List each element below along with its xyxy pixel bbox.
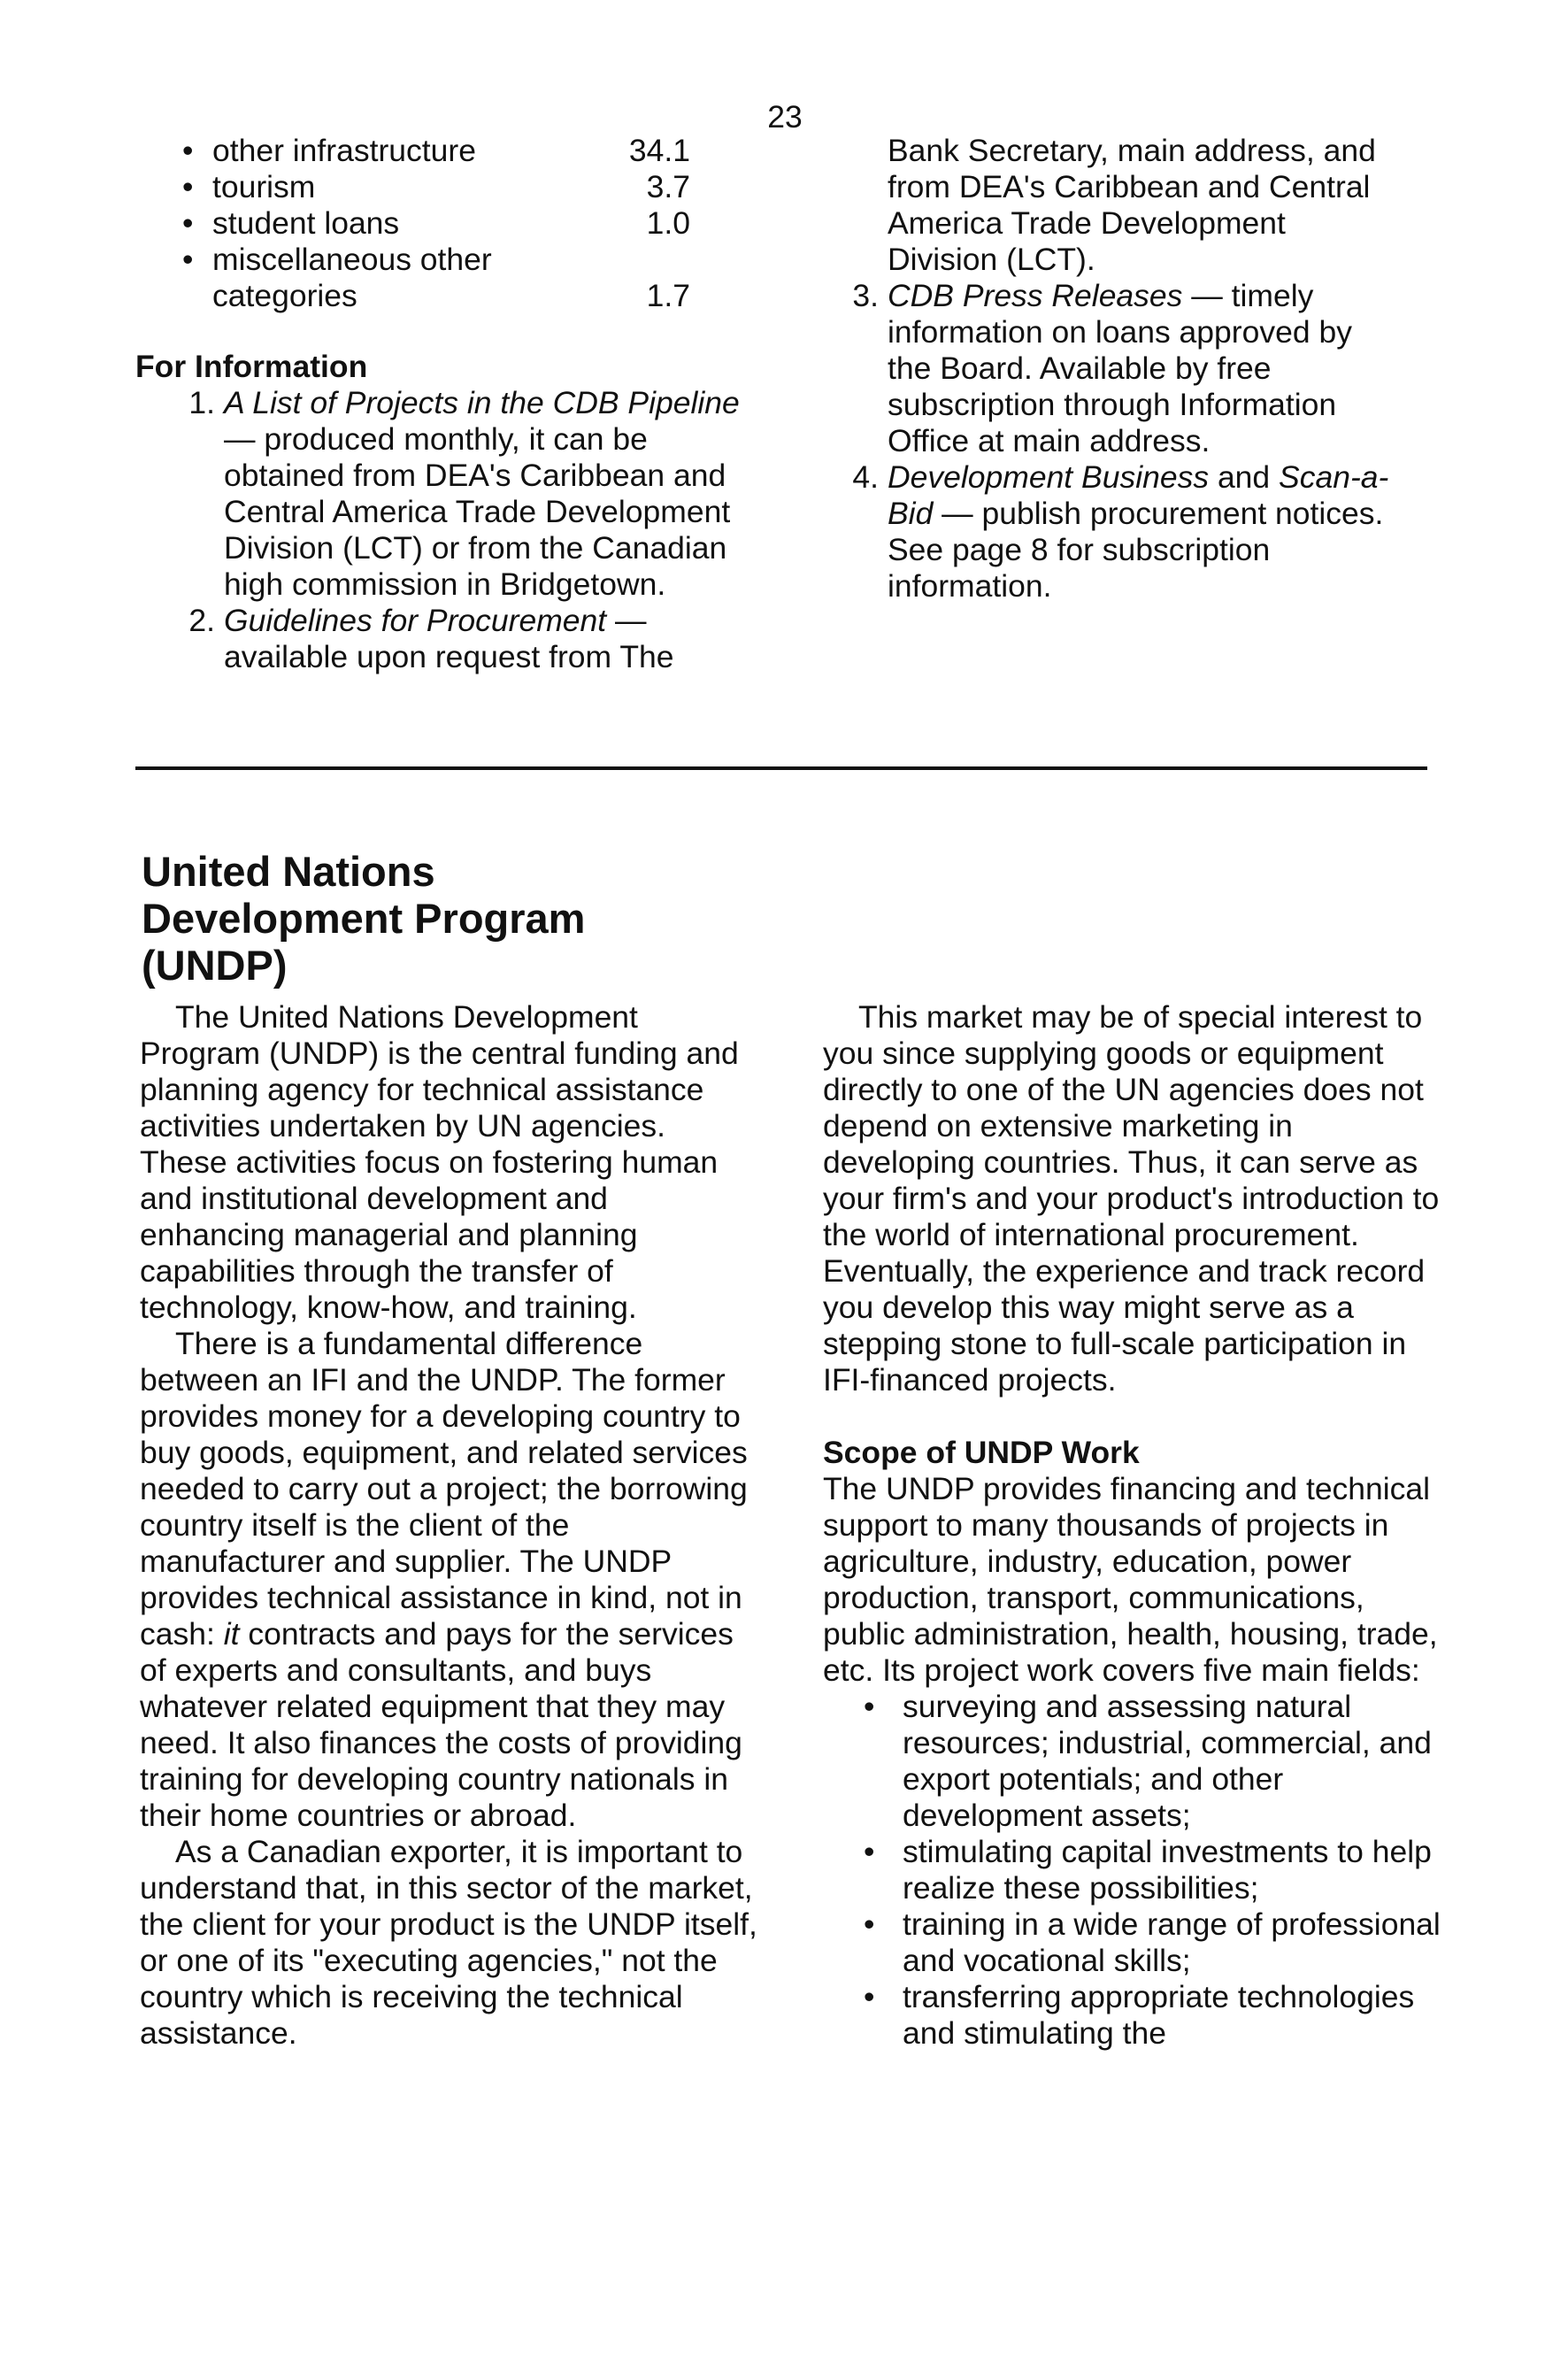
undp-paragraph — [140, 1326, 759, 1834]
undp-right-column — [823, 999, 1442, 2052]
scope-heading: Scope of UNDP Work — [823, 1435, 1140, 1470]
category-value: 1.7 — [646, 278, 690, 313]
info-list-continued — [836, 278, 1403, 605]
info-item — [836, 278, 1403, 459]
info-item-title: Development Business — [888, 459, 1210, 495]
for-information-heading: For Information — [135, 349, 368, 384]
undp-paragraph-rest: contracts and pays for the services of experts and consultants, and buys whatever related equipment that they may need. It also finances the costs of providing training for developing country nationals in their home countries or abroad. — [140, 1616, 742, 1833]
category-item — [177, 205, 690, 242]
scope-list — [858, 1689, 1442, 2052]
undp-paragraph-text: There is a fundamental difference between an IFI and the UNDP. The former provides money for a developing country to buy goods, equipment, and related services needed to carry out a project; the borrowing country itself is the client of the manufacturer and supplier. The UNDP provides technical assistance in kind, not in cash: — [140, 1326, 748, 1652]
info-item-text: — produced monthly, it can be obtained from DEA's Caribbean and Central America Trade Development Division (LCT) or from the Canadian high commission in Bridgetown. — [224, 421, 731, 602]
section-title: United Nations Development Program (UNDP) — [142, 848, 586, 989]
continuation-text: Bank Secretary, main address, and from DEA's Caribbean and Central America Trade Development Division (LCT). — [888, 133, 1376, 277]
info-item-conjunction: and — [1209, 459, 1280, 495]
scope-item: • training in a wide range of professional and vocational skills; — [858, 1906, 1442, 1979]
category-label: • student loans — [212, 205, 400, 241]
info-item — [135, 603, 755, 675]
info-item-title: A List of Projects in the CDB Pipeline — [224, 385, 740, 420]
undp-paragraph: This market may be of special interest to you since supplying goods or equipment directly to one of the UN agencies does not depend on extensive marketing in developing countries. Thus, it can serve as your firm's and your product's introduction to the world of international procurement. Eventually, the experience and track record you develop this way might serve as a stepping stone to full-scale participation in IFI-financed projects. — [823, 999, 1440, 1398]
info-item-title-2: Scan-a-Bid — [888, 459, 1389, 531]
for-information-block — [135, 349, 755, 675]
scope-item: • surveying and assessing natural resources; industrial, commercial, and export potentials; and other development assets; — [858, 1689, 1442, 1834]
info-item-number: 2. — [188, 603, 215, 638]
undp-left-column — [140, 999, 759, 2052]
info-item-number: 1. — [188, 385, 215, 420]
info-item-title: CDB Press Releases — [888, 278, 1183, 313]
category-value: 3.7 — [646, 169, 690, 204]
top-right-column — [836, 133, 1403, 605]
scope-item: • transferring appropriate technologies and stimulating the — [858, 1979, 1442, 2052]
info-item-number: 4. — [852, 459, 879, 495]
top-left-column — [177, 133, 690, 314]
category-item — [177, 242, 690, 314]
info-item-text: — publish procurement notices. See page 8 for subscription information. — [888, 496, 1384, 604]
category-label: • miscellaneous other categories — [212, 242, 492, 313]
category-item — [177, 133, 690, 169]
category-list — [177, 133, 690, 314]
category-value: 34.1 — [628, 133, 690, 168]
info-item-number: 3. — [852, 278, 879, 313]
page-number: 23 — [767, 99, 803, 135]
undp-emphasis: it — [223, 1616, 240, 1652]
section-divider — [135, 766, 1427, 770]
info-item — [836, 459, 1403, 605]
scope-item: • stimulating capital investments to help realize these possibilities; — [858, 1834, 1442, 1906]
undp-paragraph: As a Canadian exporter, it is important to understand that, in this sector of the market, the client for your product is the UNDP itself, or one of its "executing agencies," not the country which is receiving the technical assistance. — [140, 1834, 757, 2051]
info-item-title: Guidelines for Procurement — [224, 603, 607, 638]
info-item — [135, 385, 755, 603]
info-item-text: — available upon request from The — [224, 603, 674, 674]
category-label: • other infrastructure — [212, 133, 476, 168]
scope-intro: The UNDP provides financing and technical support to many thousands of projects in agriculture, industry, education, power production, transport, communications, public administration, health, housing, trade, etc. Its project work covers five main fields: — [823, 1471, 1438, 1688]
category-label: • tourism — [212, 169, 316, 204]
undp-paragraph: The United Nations Development Program (UNDP) is the central funding and planning agency for technical assistance activities undertaken by UN agencies. These activities focus on fostering human and institutional development and enhancing managerial and planning capabilities through the transfer of technology, know-how, and training. — [140, 999, 739, 1325]
info-list — [135, 385, 755, 675]
category-item — [177, 169, 690, 205]
category-value: 1.0 — [646, 205, 690, 241]
info-item-text: — timely information on loans approved by the Board. Available by free subscription through Information Office at main address. — [888, 278, 1352, 458]
